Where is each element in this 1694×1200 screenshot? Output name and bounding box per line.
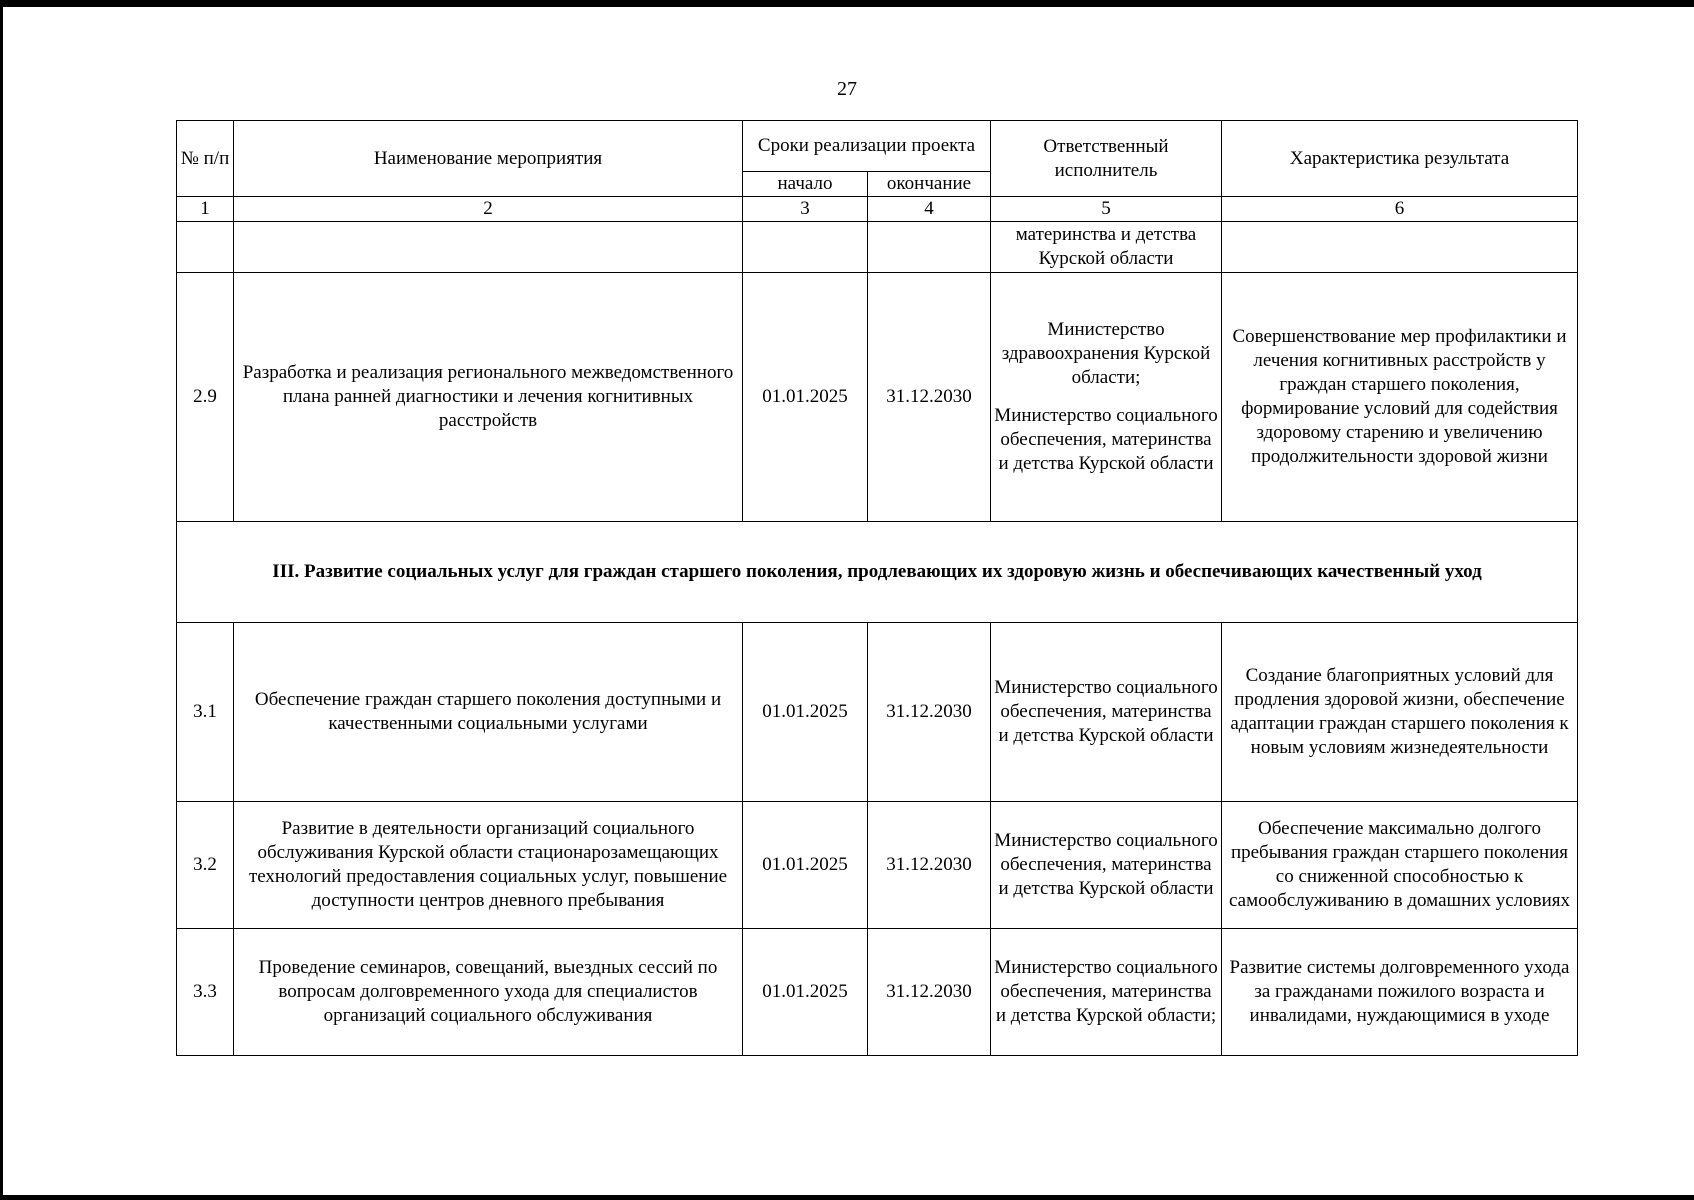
header-col-name: Наименование мероприятия bbox=[234, 121, 743, 197]
cell-start bbox=[743, 222, 868, 273]
header-col-start: начало bbox=[743, 172, 868, 197]
header-col-executor: Ответственный исполнитель bbox=[991, 121, 1222, 197]
column-number-row bbox=[177, 197, 1578, 222]
cell-end: 31.12.2030 bbox=[868, 802, 991, 929]
table-row-continuation bbox=[177, 222, 1578, 273]
table-row bbox=[177, 929, 1578, 1056]
cell-num: 3.1 bbox=[177, 623, 234, 802]
cell-executor: материнства и детства Курской области bbox=[991, 222, 1222, 273]
table-row bbox=[177, 273, 1578, 522]
column-number: 4 bbox=[868, 197, 991, 222]
header-col-result: Характеристика результата bbox=[1222, 121, 1578, 197]
column-number: 2 bbox=[234, 197, 743, 222]
header-col-terms: Сроки реализации проекта bbox=[743, 121, 991, 172]
section-title: III. Развитие социальных услуг для граждан старшего поколения, продлевающих их здоровую жизнь и обеспечивающих качественный уход bbox=[177, 522, 1578, 623]
column-number: 5 bbox=[991, 197, 1222, 222]
column-number: 3 bbox=[743, 197, 868, 222]
page-number: 27 bbox=[837, 78, 857, 100]
header-col-num: № п/п bbox=[177, 121, 234, 197]
cell-executor bbox=[991, 273, 1222, 522]
executor-secondary: Министерство социального обеспечения, материнства и детства Курской области bbox=[994, 405, 1218, 474]
scan-border-bottom bbox=[0, 1195, 1694, 1200]
column-number: 1 bbox=[177, 197, 234, 222]
cell-name: Обеспечение граждан старшего поколения доступными и качественными социальными услугами bbox=[234, 623, 743, 802]
cell-num: 3.3 bbox=[177, 929, 234, 1056]
cell-result: Обеспечение максимально долгого пребывания граждан старшего поколения со сниженной способностью к самообслуживанию в домашних условиях bbox=[1222, 802, 1578, 929]
cell-start: 01.01.2025 bbox=[743, 273, 868, 522]
cell-result: Совершенствование мер профилактики и лечения когнитивных расстройств у граждан старшего поколения, формирование условий для содействия здоровому старению и увеличению продолжительности здоровой жизни bbox=[1222, 273, 1578, 522]
cell-executor: Министерство социального обеспечения, материнства и детства Курской области; bbox=[991, 929, 1222, 1056]
cell-end: 31.12.2030 bbox=[868, 929, 991, 1056]
cell-num bbox=[177, 222, 234, 273]
cell-name bbox=[234, 222, 743, 273]
executor-primary: Министерство здравоохранения Курской области; bbox=[1001, 319, 1211, 388]
activities-table bbox=[176, 120, 1578, 1056]
cell-result bbox=[1222, 222, 1578, 273]
scan-border-left bbox=[0, 0, 3, 1200]
cell-start: 01.01.2025 bbox=[743, 802, 868, 929]
cell-num: 2.9 bbox=[177, 273, 234, 522]
column-number: 6 bbox=[1222, 197, 1578, 222]
cell-start: 01.01.2025 bbox=[743, 929, 868, 1056]
cell-result: Создание благоприятных условий для продления здоровой жизни, обеспечение адаптации граждан старшего поколения к новым условиям жизнедеятельности bbox=[1222, 623, 1578, 802]
cell-end: 31.12.2030 bbox=[868, 273, 991, 522]
section-heading-row bbox=[177, 522, 1578, 623]
table-header-row bbox=[177, 121, 1578, 172]
cell-name: Развитие в деятельности организаций социального обслуживания Курской области стационарозамещающих технологий предоставления социальных услуг, повышение доступности центров дневного пребывания bbox=[234, 802, 743, 929]
cell-start: 01.01.2025 bbox=[743, 623, 868, 802]
cell-executor: Министерство социального обеспечения, материнства и детства Курской области bbox=[991, 802, 1222, 929]
scan-border-top bbox=[0, 0, 1694, 7]
cell-end bbox=[868, 222, 991, 273]
cell-end: 31.12.2030 bbox=[868, 623, 991, 802]
cell-name: Разработка и реализация регионального межведомственного плана ранней диагностики и лечения когнитивных расстройств bbox=[234, 273, 743, 522]
header-col-end: окончание bbox=[868, 172, 991, 197]
cell-name: Проведение семинаров, совещаний, выездных сессий по вопросам долговременного ухода для специалистов организаций социального обслуживания bbox=[234, 929, 743, 1056]
cell-num: 3.2 bbox=[177, 802, 234, 929]
table-row bbox=[177, 623, 1578, 802]
cell-executor: Министерство социального обеспечения, материнства и детства Курской области bbox=[991, 623, 1222, 802]
table-row bbox=[177, 802, 1578, 929]
cell-result: Развитие системы долговременного ухода за гражданами пожилого возраста и инвалидами, нуждающимися в уходе bbox=[1222, 929, 1578, 1056]
